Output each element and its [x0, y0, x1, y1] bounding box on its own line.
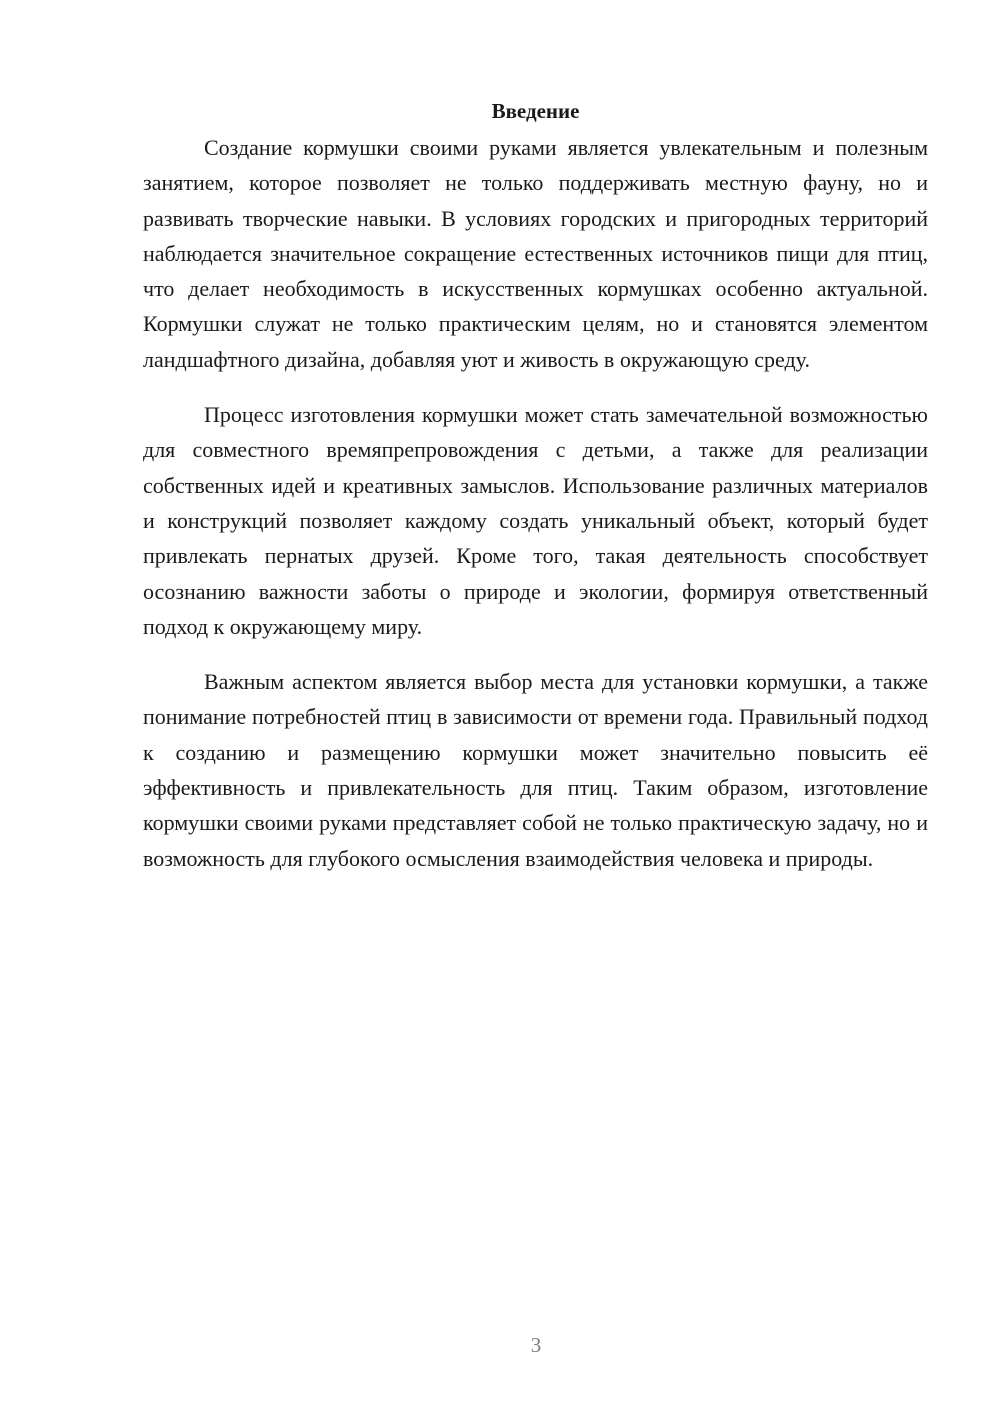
paragraph-1: Создание кормушки своими руками является увлекательным и полезным занятием, которое позволяет не только поддерживать местную фауну, но и развивать творческие навыки. В условиях городских и пригородных территорий наблюдается значительное сокращение естественных источников пищи для птиц, что делает необходимость в искусственных кормушках особенно актуальной. Кормушки служат не только практическим целям, но и становятся элементом ландшафтного дизайна, добавляя уют и живость в окружающую среду.: [143, 135, 928, 372]
paragraph-2: Процесс изготовления кормушки может стать замечательной возможностью для совместного времяпрепровождения с детьми, а также для реализации собственных идей и креативных замыслов. Использование различных материалов и конструкций позволяет каждому создать уникальный объект, который будет привлекать пернатых друзей. Кроме того, такая деятельность способствует осознанию важности заботы о природе и экологии, формируя ответственный подход к окружающему миру.: [143, 402, 928, 639]
page-number: 3: [530, 1333, 542, 1357]
page-content: [143, 96, 928, 896]
section-heading: Введение: [491, 99, 580, 123]
paragraph-3: Важным аспектом является выбор места для установки кормушки, а также понимание потребностей птиц в зависимости от времени года. Правильный подход к созданию и размещению кормушки может значительно повысить её эффективность и привлекательность для птиц. Таким образом, изготовление кормушки своими руками представляет собой не только практическую задачу, но и возможность для глубокого осмысления взаимодействия человека и природы.: [143, 669, 928, 871]
